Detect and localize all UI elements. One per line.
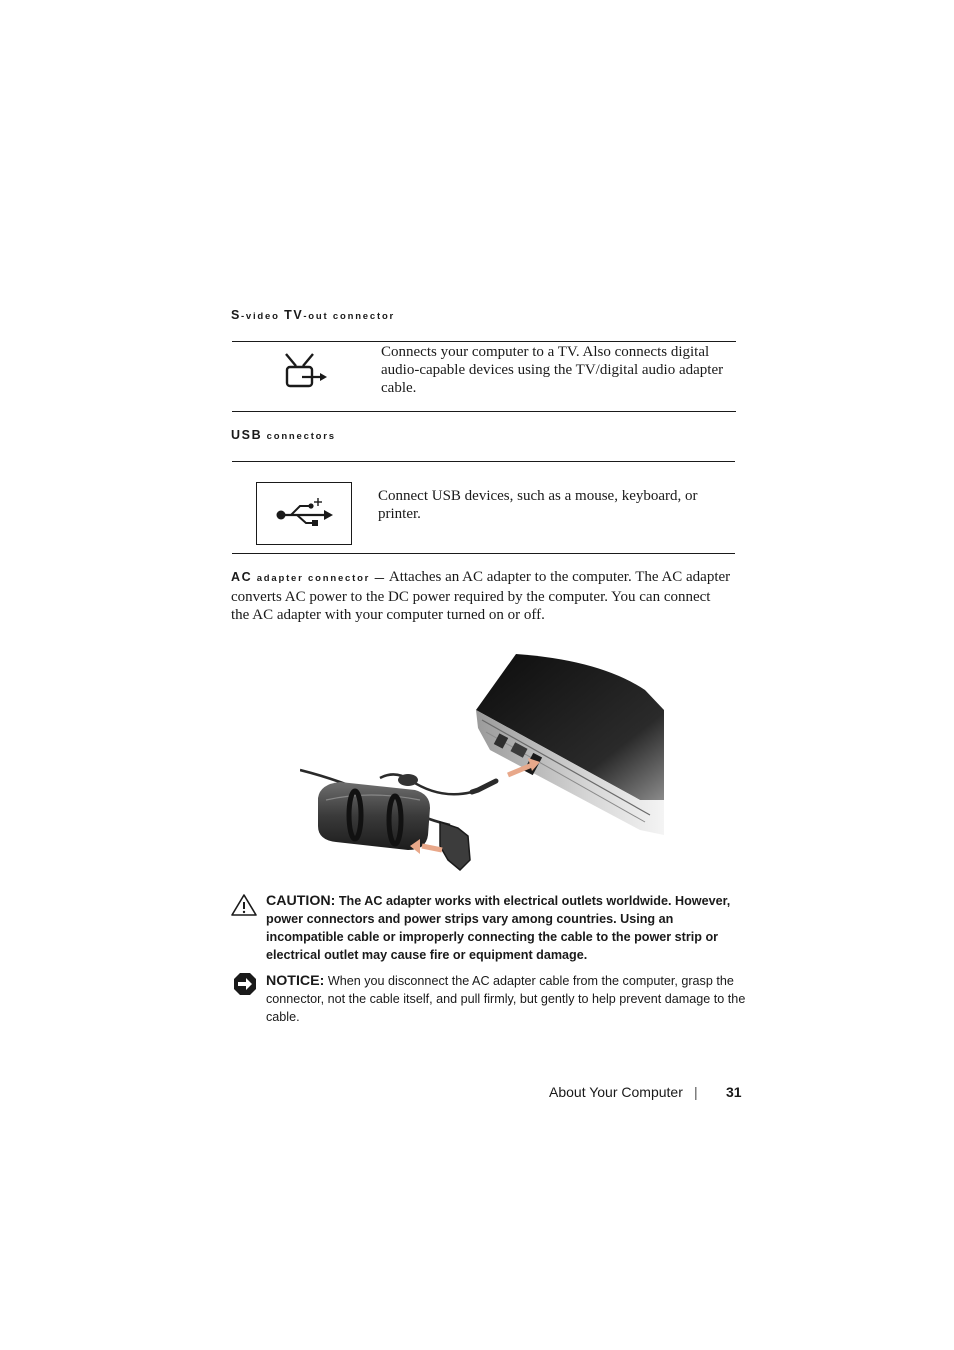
ac-adapter-paragraph: AC adapter connector — Attaches an AC adapter to the computer. The AC adapter converts AC power to the DC power required by the computer. You can connect the AC adapter with your computer turned on or off. <box>231 569 731 623</box>
notice-arrow-icon-graphic <box>233 972 257 996</box>
ac-adapter-description: Attaches an AC adapter to the computer. The AC adapter converts AC power to the DC power required by the computer. You can connect the AC adapter with your computer turned on or off. <box>231 569 731 623</box>
notice-arrow-icon <box>233 972 257 996</box>
footer-separator: | <box>694 1084 698 1100</box>
svideo-table-top-rule <box>232 341 736 342</box>
footer-section-title: About Your Computer <box>549 1084 683 1100</box>
tv-out-icon <box>282 352 330 394</box>
warning-triangle-icon-graphic <box>230 893 258 917</box>
usb-heading: USB connectors <box>231 428 336 442</box>
usb-icon <box>257 483 351 544</box>
svideo-description: Connects your computer to a TV. Also connects digital audio-capable devices using the TV/digital audio adapter cable. <box>381 344 724 396</box>
notice-block <box>266 972 746 1026</box>
tv-out-icon-graphic <box>282 352 330 394</box>
notice-text: When you disconnect the AC adapter cable from the computer, grasp the connector, not the cable itself, and pull firmly, but gently to help prevent damage to the cable. <box>266 974 746 1024</box>
warning-triangle-icon <box>230 893 258 917</box>
svideo-heading: S-video TV-out connector <box>231 308 396 322</box>
ac-adapter-connection-illustration <box>300 650 664 875</box>
ac-adapter-illustration-graphic <box>300 650 664 875</box>
usb-description: Connect USB devices, such as a mouse, keyboard, or printer. <box>378 488 698 522</box>
usb-table-top-rule <box>232 461 735 462</box>
svideo-table-bottom-rule <box>232 411 736 412</box>
caution-block <box>266 892 746 964</box>
usb-table-bottom-rule <box>232 553 735 554</box>
caution-text: The AC adapter works with electrical outlets worldwide. However, power connectors and power strips vary among countries. Using an incompatible cable or improperly connecting the cable to the power strip or electrical outlet may cause fire or equipment damage. <box>266 894 731 962</box>
notice-label: NOTICE: <box>266 973 325 989</box>
usb-icon-box <box>256 482 352 545</box>
caution-label: CAUTION: <box>266 893 336 909</box>
page-number: 31 <box>726 1084 742 1100</box>
